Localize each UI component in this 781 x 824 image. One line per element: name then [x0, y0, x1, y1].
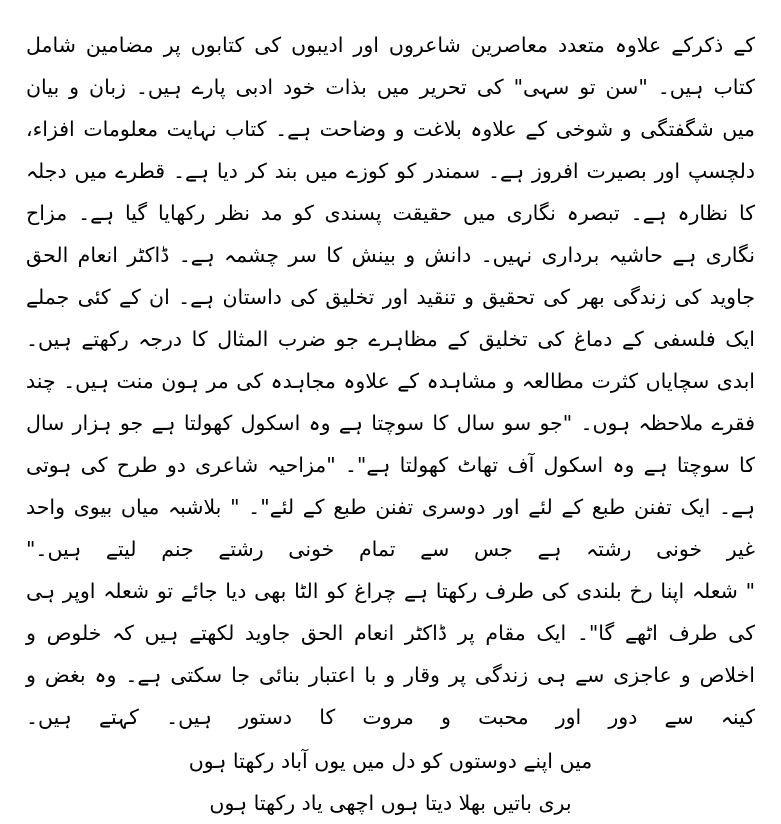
body-paragraph-2: " شعلہ اپنا رخ بلندی کی طرف رکھتا ہے چراغ کو الٹا بھی دیا جائے تو شعلہ اوپر ہی کی طرف اٹھے گا"۔ ایک مقام پر ڈاکٹر انعام الحق جاوید لکھتے ہیں کہ خلوص و اخلاص و عاجزی سے ہی زندگی پر وقار و با اعتبار بنائی جا سکتی ہے۔ وہ بغض و کینہ سے دور اور محبت و مروت کا دستور ہیں۔ کہتے ہیں۔ [26, 579, 755, 729]
couplet-line-2: بری باتیں بھلا دیتا ہوں اچھی یاد رکھتا ہوں [209, 791, 572, 815]
couplet-line-1: میں اپنے دوستوں کو دل میں یوں آباد رکھتا ہوں [188, 749, 593, 773]
body-paragraph-1: کے ذکرکے علاوہ متعدد معاصرین شاعروں اور ادیبوں کی کتابوں پر مضامین شامل کتاب ہیں۔ "سن تو سہی" کی تحریر میں بذات خود ادبی پارے ہیں۔ زبان و بیان میں شگفتگی و شوخی کے علاوہ بلاغت و وضاحت ہے۔ کتاب نہایت معلومات افزاء، دلچسپ اور بصیرت افروز ہے۔ سمندر کو کوزے میں بند کر دیا ہے۔ قطرے میں دجلہ کا نظارہ ہے۔ تبصرہ نگاری میں حقیقت پسندی کو مد نظر رکھایا گیا ہے۔ مزاح نگاری ہے حاشیہ برداری نہیں۔ دانش و بینش کا سر چشمہ ہے۔ ڈاکٹر انعام الحق جاوید کی زندگی بھر کی تحقیق و تنقید اور تخلیق کی داستان ہے۔ ان کے کئی جملے ایک فلسفی کے دماغ کی تخلیق کے مظاہرے جو ضرب المثال کا درجہ رکھتے ہیں۔ ابدی سچایاں کثرت مطالعہ و مشاہدہ کے علاوہ مجاہدہ کی مر ہون منت ہیں۔ چند فقرے ملاحظہ ہوں۔ "جو سو سال کا سوچتا ہے وہ اسکول کھولتا ہے جو ہزار سال کا سوچتا ہے وہ اسکول آف تھاٹ کھولتا ہے"۔ "مزاحیہ شاعری دو طرح کی ہوتی ہے۔ ایک تفنن طبع کے لئے اور دوسری تفنن طبع کے لئے"۔ " بلاشبہ میاں بیوی واحد غیر خونی رشتہ ہے جس سے تمام خونی رشتے جنم لیتے ہیں۔" [26, 33, 755, 561]
